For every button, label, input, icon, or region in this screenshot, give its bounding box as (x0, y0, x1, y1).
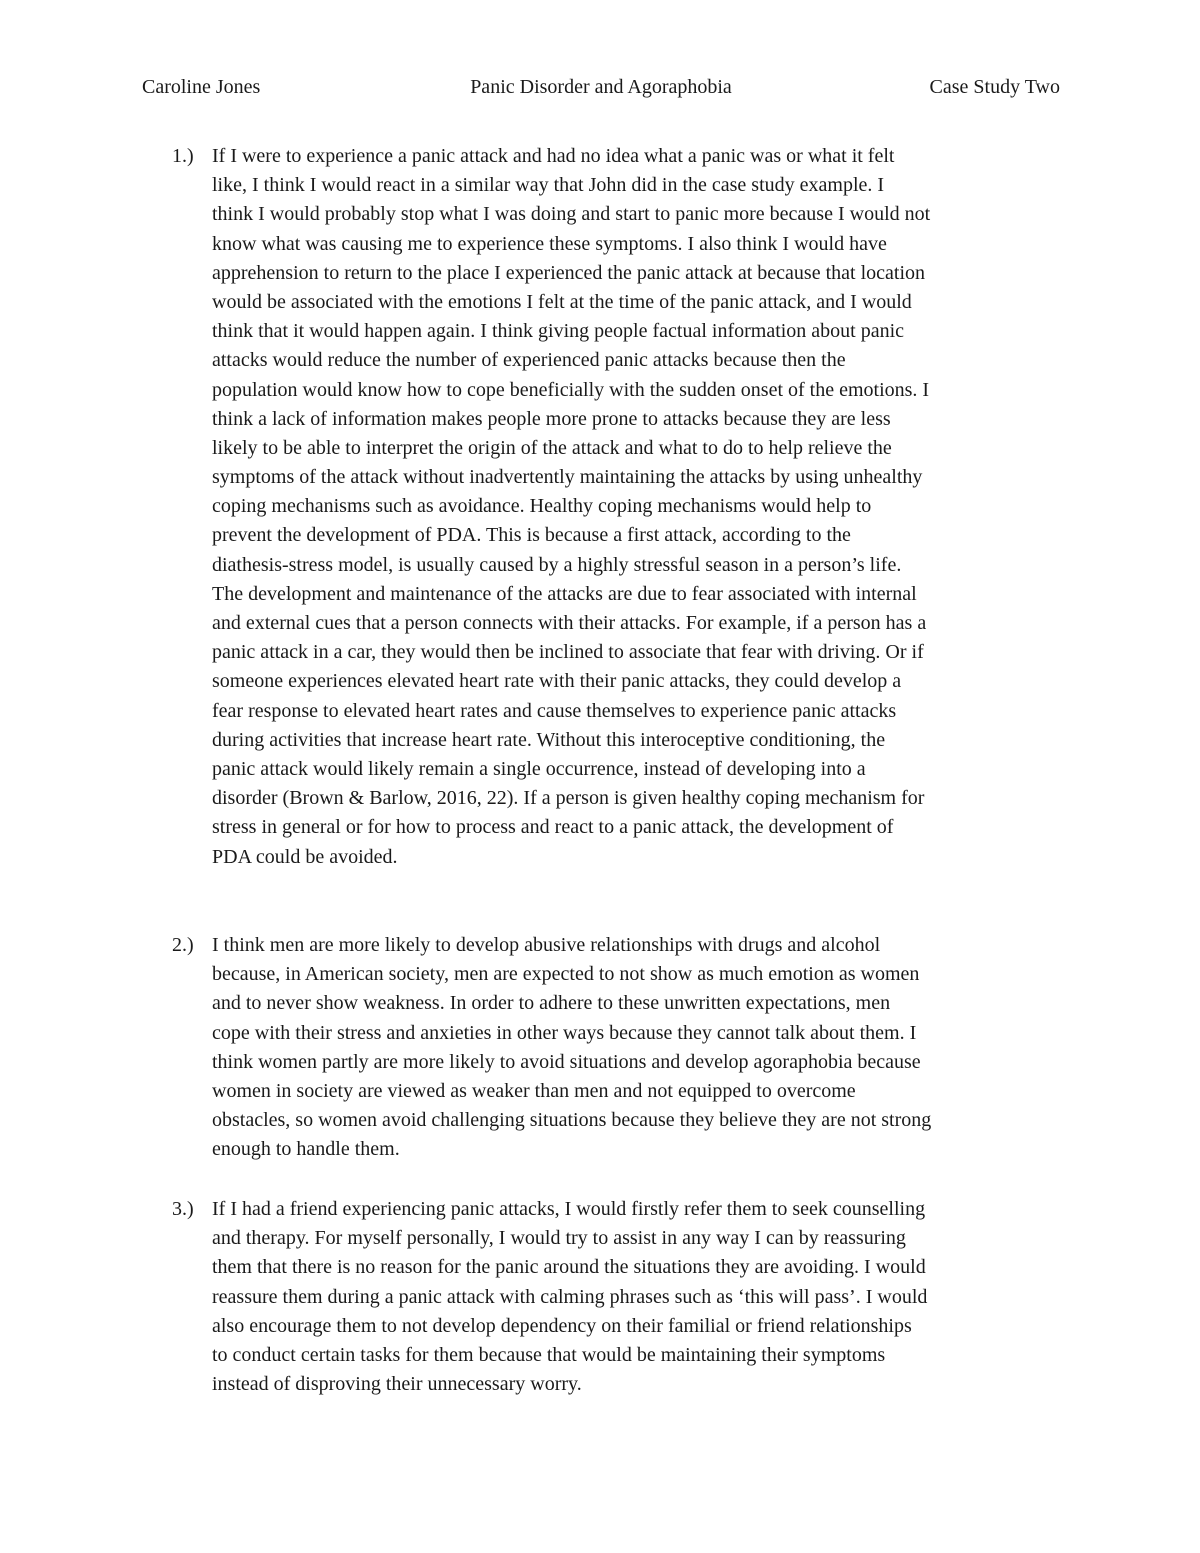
answer-line: population would know how to cope beneficially with the sudden onset of the emotions. I (212, 378, 930, 401)
answer-line: PDA could be avoided. (212, 845, 398, 868)
answer-line: The development and maintenance of the attacks are due to fear associated with internal (212, 582, 917, 605)
answer-line: coping mechanisms such as avoidance. Healthy coping mechanisms would help to (212, 495, 872, 518)
answer-line: panic attack would likely remain a single occurrence, instead of developing into a (212, 757, 866, 780)
document-title: Panic Disorder and Agoraphobia (470, 76, 732, 98)
answer-line: diathesis-stress model, is usually caused by a highly stressful season in a person’s life. (212, 553, 902, 576)
answer-number: 1.) (172, 145, 194, 167)
answer-line: think that it would happen again. I think giving people factual information about panic (212, 320, 905, 343)
answer-line: I think men are more likely to develop abusive relationships with drugs and alcohol (212, 934, 881, 956)
answer-line: prevent the development of PDA. This is because a first attack, according to the (212, 524, 851, 547)
answer-line: and external cues that a person connects with their attacks. For example, if a person has a (212, 612, 927, 634)
answer-number: 3.) (172, 1198, 194, 1220)
answer-line: would be associated with the emotions I felt at the time of the panic attack, and I would (212, 290, 912, 313)
answer-line: If I had a friend experiencing panic attacks, I would firstly refer them to seek counselling (212, 1198, 926, 1220)
answer-line: obstacles, so women avoid challenging situations because they believe they are not strong (212, 1109, 932, 1132)
answer-text (212, 142, 1064, 872)
answer-text (212, 1195, 1064, 1399)
answer-line: enough to handle them. (212, 1138, 400, 1161)
answer-line: women in society are viewed as weaker than men and not equipped to overcome (212, 1079, 856, 1102)
answer-line: symptoms of the attack without inadvertently maintaining the attacks by using unhealthy (212, 466, 923, 489)
answer-line: someone experiences elevated heart rate with their panic attacks, they could develop a (212, 670, 902, 693)
answer-line: also encourage them to not develop dependency on their familial or friend relationships (212, 1314, 912, 1337)
answer-line: to conduct certain tasks for them because that would be maintaining their symptoms (212, 1343, 886, 1366)
answer-line: think a lack of information makes people more prone to attacks because they are less (212, 407, 891, 430)
answer-line: If I were to experience a panic attack and had no idea what a panic was or what it felt (212, 145, 895, 167)
answer-item (172, 931, 1064, 1165)
answer-line: and therapy. For myself personally, I would try to assist in any way I can by reassuring (212, 1227, 906, 1250)
answer-line: panic attack in a car, they would then be inclined to associate that fear with driving. Or if (212, 641, 924, 664)
answer-text (212, 931, 1064, 1165)
answer-line: fear response to elevated heart rates and cause themselves to experience panic attacks (212, 699, 897, 722)
answer-item (172, 142, 1064, 872)
page-header (142, 72, 1060, 102)
answer-line: reassure them during a panic attack with calming phrases such as ‘this will pass’. I would (212, 1285, 928, 1308)
answer-line: attacks would reduce the number of experienced panic attacks because then the (212, 349, 846, 372)
answer-line: think I would probably stop what I was doing and start to panic more because I would not (212, 203, 931, 226)
answer-line: them that there is no reason for the panic around the situations they are avoiding. I would (212, 1256, 926, 1279)
answer-line: know what was causing me to experience these symptoms. I also think I would have (212, 232, 887, 255)
answer-line: likely to be able to interpret the origin of the attack and what to do to help relieve the (212, 436, 892, 459)
answer-line: during activities that increase heart rate. Without this interoceptive conditioning, the (212, 728, 886, 751)
answer-line: because, in American society, men are expected to not show as much emotion as women (212, 963, 920, 986)
answer-line: disorder (Brown & Barlow, 2016, 22). If a person is given healthy coping mechanism for (212, 787, 925, 810)
answer-line: and to never show weakness. In order to adhere to these unwritten expectations, men (212, 992, 891, 1015)
answer-line: apprehension to return to the place I experienced the panic attack at because that location (212, 261, 926, 284)
answer-line: cope with their stress and anxieties in other ways because they cannot talk about them. I (212, 1021, 917, 1044)
answer-line: instead of disproving their unnecessary worry. (212, 1373, 582, 1396)
answer-line: like, I think I would react in a similar way that John did in the case study example. I (212, 174, 885, 197)
answer-line: stress in general or for how to process and react to a panic attack, the development of (212, 816, 894, 839)
answer-line: think women partly are more likely to avoid situations and develop agoraphobia because (212, 1050, 921, 1073)
answer-number: 2.) (172, 934, 194, 956)
answer-item (172, 1195, 1064, 1399)
author-name: Caroline Jones (142, 76, 261, 98)
assignment-label: Case Study Two (929, 76, 1060, 98)
